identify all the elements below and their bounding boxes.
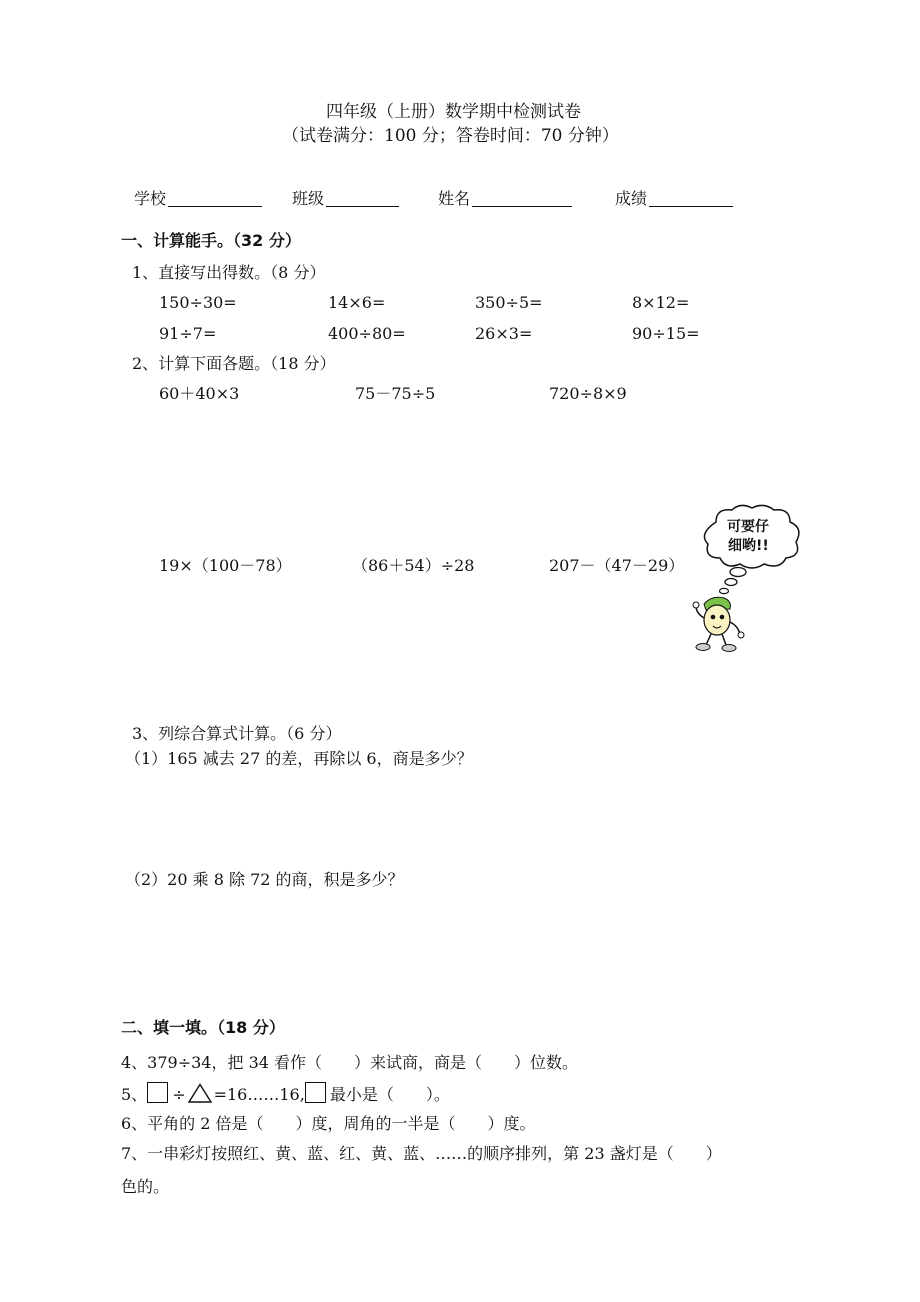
q2-item: 720÷8×9 xyxy=(549,384,627,403)
q7-text-line2: 色的。 xyxy=(121,1177,170,1196)
q3-title: 3、列综合算式计算。（6 分） xyxy=(132,724,342,743)
q2-item: 19×（100－78） xyxy=(159,556,292,575)
q1-item: 14×6= xyxy=(328,293,386,312)
q1-item: 400÷80= xyxy=(328,324,406,343)
q1-item: 91÷7= xyxy=(159,324,217,343)
q6-text: 6、平角的 2 倍是（ ）度，周角的一半是（ ）度。 xyxy=(121,1114,536,1133)
class-field[interactable] xyxy=(292,190,399,207)
q2-item: 60＋40×3 xyxy=(159,384,240,403)
q1-item: 26×3= xyxy=(475,324,533,343)
q4-text: 4、379÷34，把 34 看作（ ）来试商，商是（ ）位数。 xyxy=(121,1053,579,1072)
square-icon xyxy=(305,1082,326,1103)
bubble-text-line2: 细哟!! xyxy=(728,538,769,554)
name-field[interactable] xyxy=(438,190,572,207)
page-subtitle: （试卷满分：100 分；答卷时间：70 分钟） xyxy=(282,126,619,146)
section2-heading: 二、填一填。（18 分） xyxy=(121,1018,285,1037)
q5-divide: ÷ xyxy=(172,1085,186,1104)
q7-text-line1: 7、一串彩灯按照红、黄、蓝、红、黄、蓝、……的顺序排列，第 23 盏灯是（ ） xyxy=(121,1144,722,1163)
q1-item: 150÷30= xyxy=(159,293,237,312)
class-label: 班级 xyxy=(292,189,325,208)
name-label: 姓名 xyxy=(438,189,471,208)
q5-prefix: 5、 xyxy=(121,1085,148,1104)
q1-item: 8×12= xyxy=(632,293,690,312)
triangle-icon xyxy=(188,1083,212,1103)
school-field[interactable] xyxy=(134,190,262,207)
q1-title: 1、直接写出得数。（8 分） xyxy=(132,263,326,282)
square-icon xyxy=(147,1082,168,1103)
cartoon-illustration xyxy=(686,500,810,660)
q5-suffix: 最小是（ ）。 xyxy=(329,1085,450,1104)
q2-item: （86＋54）÷28 xyxy=(352,556,475,575)
school-label: 学校 xyxy=(134,189,167,208)
score-label: 成绩 xyxy=(615,189,648,208)
q3-part1: （1）165 减去 27 的差，再除以 6，商是多少？ xyxy=(125,749,473,768)
q3-part2: （2）20 乘 8 除 72 的商，积是多少？ xyxy=(125,870,404,889)
score-field[interactable] xyxy=(615,190,733,207)
q1-item: 90÷15= xyxy=(632,324,700,343)
section1-heading: 一、计算能手。（32 分） xyxy=(121,231,301,250)
page-title: 四年级（上册）数学期中检测试卷 xyxy=(326,102,581,122)
q2-item: 207－（47－29） xyxy=(549,556,685,575)
q1-item: 350÷5= xyxy=(475,293,543,312)
q2-title: 2、计算下面各题。（18 分） xyxy=(132,354,336,373)
bubble-text-line1: 可要仔 xyxy=(727,519,769,535)
q2-item: 75－75÷5 xyxy=(355,384,436,403)
name-blank[interactable] xyxy=(472,190,572,207)
q5-equation: =16……16, xyxy=(213,1085,305,1104)
school-blank[interactable] xyxy=(168,190,262,207)
score-blank[interactable] xyxy=(649,190,733,207)
class-blank[interactable] xyxy=(326,190,399,207)
q5-row xyxy=(121,1082,450,1103)
